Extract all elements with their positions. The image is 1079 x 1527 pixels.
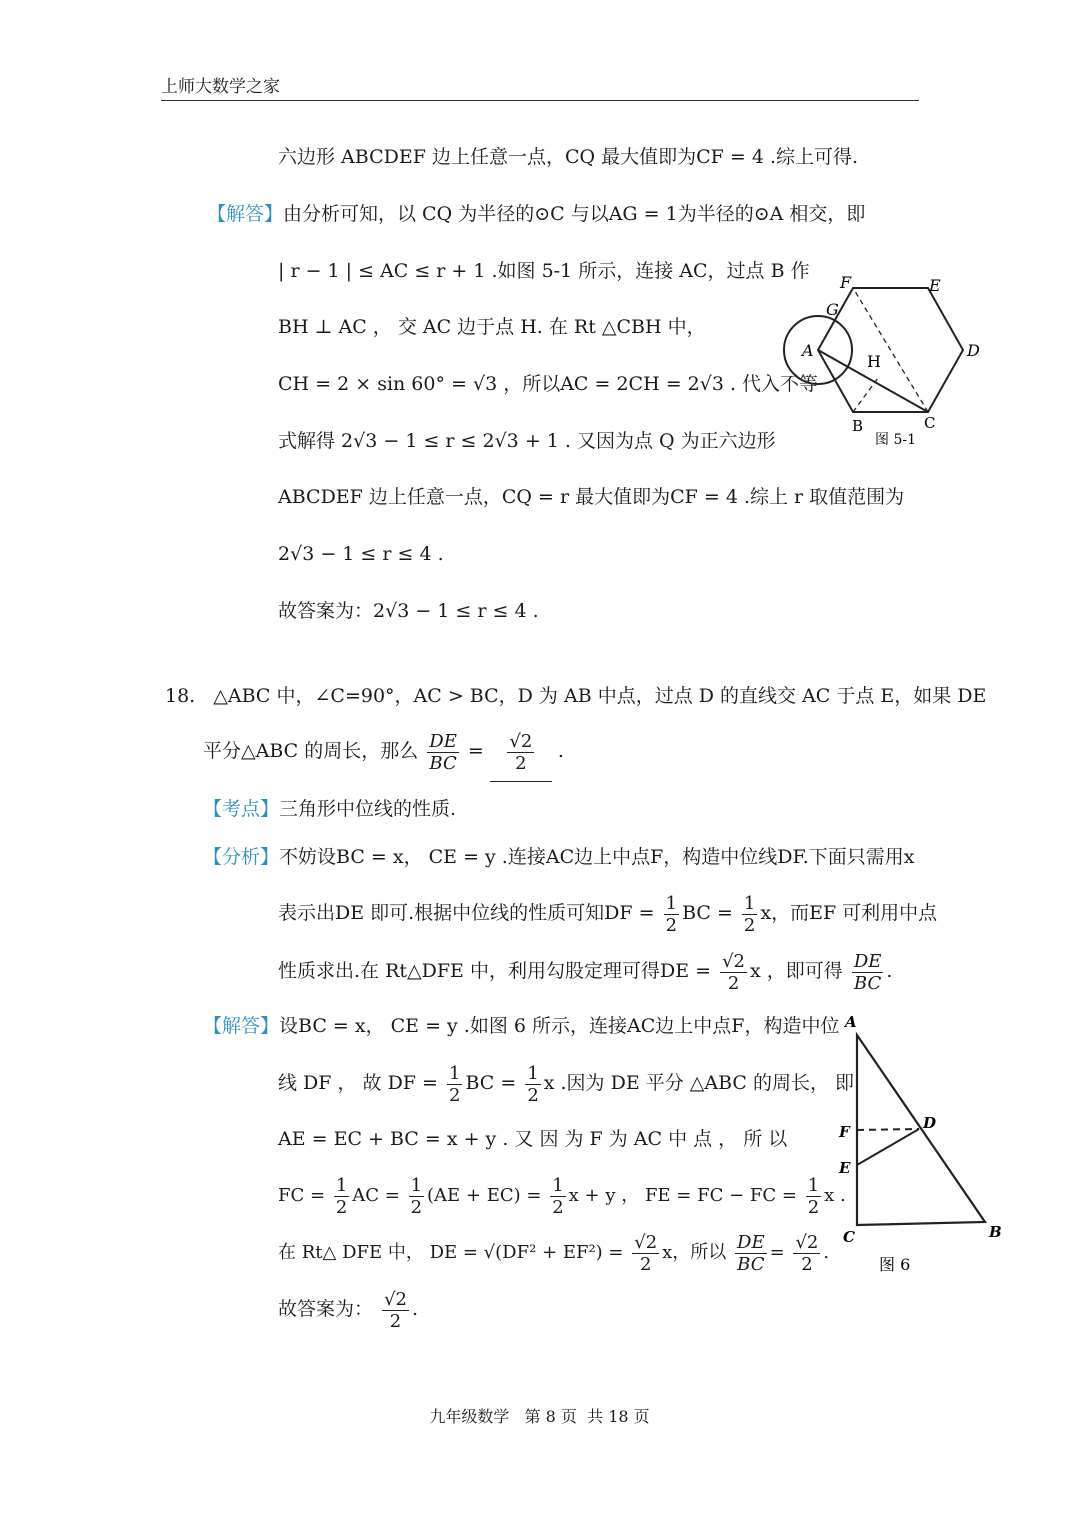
fig6-caption: 图 6 — [879, 1255, 911, 1274]
answer-tag: 【解答】 — [207, 203, 284, 225]
frac-den: 2 — [410, 1196, 423, 1218]
frac-num: √2 — [722, 950, 745, 972]
solution-text-5b: x，所以 — [662, 1242, 727, 1263]
p18-analysis-2 — [278, 884, 937, 942]
frac-num: 1 — [552, 1174, 564, 1196]
p18-q1: △ABC 中，∠C=90°，AC > BC，D 为 AB 中点，过点 D 的直线交 AC 于点 E，如果 DE — [213, 685, 987, 707]
frac-den: 2 — [801, 1253, 813, 1275]
fig5-label-a: A — [802, 341, 814, 360]
frac-num: √2 — [509, 731, 533, 752]
frac-num: DE — [737, 1231, 765, 1253]
p18-solution-5 — [278, 1224, 829, 1282]
solution-text-2b: BC = — [465, 1072, 517, 1094]
frac-den: 2 — [515, 753, 527, 774]
solution-text-4c: (AE + EC) = — [427, 1185, 542, 1206]
fig5-label-h: H — [867, 352, 881, 371]
point-text: 三角形中位线的性质. — [279, 798, 457, 820]
frac-den: BC — [853, 972, 882, 994]
line-bh — [853, 378, 878, 412]
frac-num: √2 — [795, 1231, 819, 1253]
solution-text-4e: x . — [824, 1185, 846, 1206]
equals-sign: = — [769, 1242, 785, 1263]
frac-den: 2 — [449, 1084, 461, 1106]
p17-line-3: BH ⊥ AC ， 交 AC 边于点 H. 在 Rt △CBH 中， — [278, 316, 706, 338]
p18-solution-3: AE = EC + BC = x + y . 又 因 为 F 为 AC 中 点 ， 所 以 — [278, 1128, 788, 1150]
p18-solution-1 — [203, 1012, 839, 1040]
p17-line-8: 故答案为：2√3 − 1 ≤ r ≤ 4 . — [278, 600, 539, 622]
answer-blank — [490, 723, 552, 782]
frac-den: 2 — [665, 914, 678, 936]
p17-line-4: CH = 2 × sin 60° = √3 ，所以AC = 2CH = 2√3 . 代入不等 — [278, 373, 819, 395]
solution-text-2a: 线 DF ， 故 DF = — [278, 1072, 438, 1094]
frac-num: 1 — [807, 1174, 820, 1196]
period: . — [557, 740, 564, 762]
frac-den: 2 — [552, 1196, 564, 1218]
fraction-root2-2 — [793, 1232, 820, 1275]
frac-den: 2 — [727, 972, 740, 994]
p17-line-7: 2√3 − 1 ≤ r ≤ 4 . — [278, 543, 444, 565]
answer-tag: 【解答】 — [203, 1015, 280, 1037]
equals-sign: = — [467, 740, 484, 762]
solution-text-1: 设BC = x， CE = y .如图 6 所示，连接AC边上中点F，构造中位 — [279, 1015, 840, 1037]
fraction-half — [334, 1175, 349, 1218]
p18-analysis-3 — [278, 942, 892, 1000]
answer-fraction — [507, 731, 534, 774]
frac-num: √2 — [384, 1288, 407, 1310]
analysis-text-3b: x ，即可得 — [750, 960, 843, 982]
problem-number: 18. — [165, 685, 196, 707]
fig5-label-e: E — [929, 276, 941, 295]
fraction-de-bc — [852, 951, 884, 994]
header-title: 上师大数学之家 — [161, 77, 280, 97]
fraction-de-bc — [427, 731, 459, 774]
solution-text-6a: 故答案为： — [278, 1298, 374, 1320]
frac-num: √2 — [634, 1231, 658, 1253]
footer-text: 九年级数学 第 8 页 共 18 页 — [429, 1407, 650, 1426]
solution-text-5a: 在 Rt△ DFE 中， DE = √(DF² + EF²) = — [278, 1242, 624, 1263]
fraction-root2-2 — [382, 1289, 409, 1332]
frac-den: 2 — [389, 1310, 402, 1332]
fraction-de-bc — [735, 1232, 767, 1275]
fig5-label-d: D — [967, 341, 980, 360]
frac-num: 1 — [335, 1174, 348, 1196]
period: . — [886, 960, 893, 982]
analysis-text-2a: 表示出DE 即可.根据中位线的性质可知DF = — [278, 902, 655, 924]
fraction-half — [447, 1063, 462, 1106]
page-header — [161, 74, 919, 101]
p18-point — [203, 795, 456, 823]
line-de — [857, 1129, 919, 1165]
frac-num: 1 — [410, 1174, 423, 1196]
triangle-abc — [857, 1035, 985, 1225]
p17-line-2: | r − 1 | ≤ AC ≤ r + 1 .如图 5-1 所示，连接 AC，过点 B 作 — [278, 260, 810, 282]
frac-num: DE — [429, 730, 457, 752]
p17-answer-line-1 — [207, 200, 865, 228]
frac-num: 1 — [665, 892, 678, 914]
solution-text-4a: FC = — [278, 1185, 326, 1206]
solution-text-4b: AC = — [352, 1185, 400, 1206]
fig5-label-g: G — [826, 300, 839, 319]
figure-6 — [835, 1010, 1015, 1285]
fig6-label-f: F — [839, 1123, 850, 1141]
fig5-label-f: F — [840, 273, 852, 292]
analysis-text-3a: 性质求出.在 Rt△DFE 中，利用勾股定理可得DE = — [278, 960, 712, 982]
fraction-root2-2 — [720, 951, 747, 994]
analysis-text-1: 不妨设BC = x， CE = y .连接AC边上中点F，构造中位线DF.下面只需用x — [279, 846, 915, 868]
fraction-root2-2 — [632, 1232, 659, 1275]
fig5-label-c: C — [924, 414, 936, 432]
fraction-half — [550, 1175, 565, 1218]
fig6-label-c: C — [843, 1228, 855, 1246]
fig6-label-a: A — [845, 1013, 857, 1031]
p18-solution-2 — [278, 1054, 854, 1112]
frac-den: BC — [429, 752, 457, 774]
solution-text-4d: x + y ， FE = FC − FC = — [568, 1185, 797, 1206]
fraction-half — [806, 1175, 821, 1218]
period: . — [411, 1298, 419, 1320]
frac-den: 2 — [743, 914, 756, 936]
p18-q2-text: 平分△ABC 的周长，那么 — [203, 740, 419, 762]
frac-den: 2 — [527, 1084, 539, 1106]
figure-5-1 — [778, 268, 988, 453]
frac-den: BC — [737, 1253, 765, 1275]
frac-den: 2 — [335, 1196, 348, 1218]
p18-question-line-1 — [165, 682, 986, 710]
p18-analysis-1 — [203, 843, 915, 871]
fraction-half — [664, 893, 679, 936]
frac-num: 1 — [449, 1062, 461, 1084]
frac-den: 2 — [807, 1196, 820, 1218]
p17-line-6: ABCDEF 边上任意一点，CQ = r 最大值即为CF = 4 .综上 r 取值范围为 — [278, 486, 905, 508]
fig5-label-b: B — [852, 417, 864, 435]
period: . — [823, 1242, 830, 1263]
p17-line-5: 式解得 2√3 − 1 ≤ r ≤ 2√3 + 1 . 又因为点 Q 为正六边形 — [278, 430, 776, 452]
frac-num: 1 — [743, 892, 756, 914]
fig6-label-d: D — [923, 1114, 937, 1132]
fig6-label-e: E — [839, 1159, 851, 1177]
p17-line-1-text: 由分析可知，以 CQ 为半径的⊙C 与以AG = 1为半径的⊙A 相交，即 — [283, 203, 866, 225]
fig5-caption: 图 5-1 — [875, 432, 916, 448]
analysis-text-2c: x，而EF 可利用中点 — [760, 902, 938, 924]
p18-solution-6 — [278, 1280, 418, 1338]
fraction-half — [409, 1175, 424, 1218]
frac-num: DE — [853, 950, 882, 972]
p18-solution-4 — [278, 1167, 846, 1225]
solution-text-2c: x .因为 DE 平分 △ABC 的周长， 即 — [543, 1072, 855, 1094]
frac-num: 1 — [527, 1062, 539, 1084]
analysis-tag: 【分析】 — [203, 846, 280, 868]
fraction-half — [525, 1063, 540, 1106]
fig6-label-b: B — [989, 1223, 1002, 1241]
analysis-text-2b: BC = — [682, 902, 733, 924]
point-tag: 【考点】 — [203, 798, 280, 820]
page-footer — [0, 1404, 1079, 1427]
line-cf — [853, 288, 928, 412]
p17-line-0: 六边形 ABCDEF 边上任意一点，CQ 最大值即为CF = 4 .综上可得. — [278, 146, 859, 168]
fraction-half — [742, 893, 757, 936]
p18-question-line-2 — [203, 722, 564, 782]
line-df — [857, 1129, 919, 1130]
frac-den: 2 — [639, 1253, 652, 1275]
